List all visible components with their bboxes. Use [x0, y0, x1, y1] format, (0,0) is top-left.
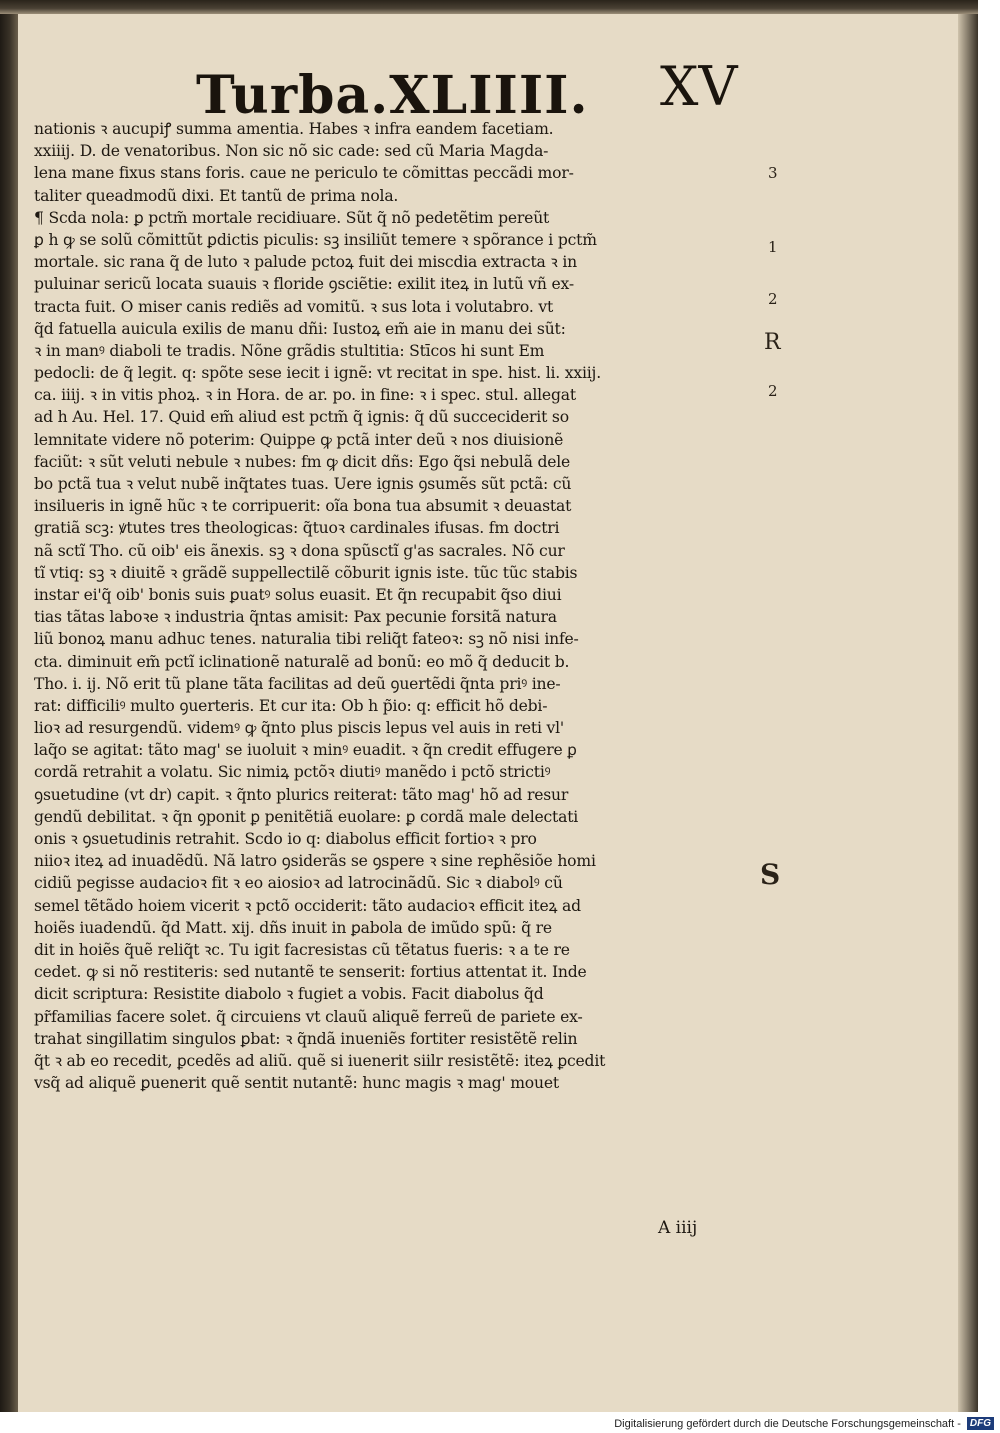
text-line: tracta fuit. O miser canis rediẽs ad vomitũ. ꝛ sus lota i volutabro. vt: [34, 297, 554, 316]
text-line: nationis ꝛ aucupiꝭ summa amentia. Habes ꝛ infra eandem facetiam.: [34, 120, 554, 138]
margin-note: S: [760, 858, 781, 891]
text-line: ꝛ in manꝰ diaboli te tradis. Nõne grãdis stultitia: Stīcos hi sunt Em: [34, 341, 545, 360]
text-line: gendũ debilitat. ꝛ q̃n ꝯponit ꝑ penitẽtiã euolare: ꝑ cordã male delectati: [34, 807, 579, 826]
footer-credit: [0, 1414, 1000, 1433]
text-line: Tho. i. ij. Nõ erit tũ plane tãta facilitas ad deũ ꝯuertẽdi q̃nta priꝰ ine-: [34, 674, 561, 693]
text-line: gratiã scꝫ: ꝟtutes tres theologicas: q̃tuoꝛ cardinales ifusas. fm doctri: [34, 519, 560, 538]
text-line: faciũt: ꝛ sũt veluti nebule ꝛ nubes: fm ꝙ dicit dñs: Ego q̃si nebulã dele: [34, 452, 571, 471]
text-line: trahat singillatim singulos ꝑbat: ꝛ q̃ndã inueniẽs fortiter resistẽtẽ relin: [34, 1029, 578, 1048]
dfg-logo: DFG: [967, 1417, 994, 1430]
text-line: niioꝛ iteꝝ ad inuadẽdũ. Nã latro ꝯsiderãs se ꝯspere ꝛ sine reꝑhẽsiõe homi: [34, 852, 596, 871]
text-line: lemnitate videre nõ poterim: Quippe ꝙ pctã inter deũ ꝛ nos diuisionẽ: [34, 430, 564, 449]
text-line: vsq̃ ad aliquẽ ꝑuenerit quẽ sentit nutantẽ: hunc magis ꝛ mag' mouet: [34, 1074, 559, 1093]
text-line: hoiẽs iuadendũ. q̃d Matt. xij. dñs inuit in ꝑabola de imũdo spũ: q̃ re: [34, 918, 552, 937]
text-line: ad h Au. Hel. 17. Quid em̃ aliud est pctm̃ q̃ ignis: q̃ dũ succeciderit so: [34, 408, 569, 427]
text-line: ꝯsuetudine (vt dr) capit. ꝛ q̃nto plurics reiterat: tãto mag' hõ ad resur: [34, 785, 569, 804]
running-head: Turba.XLIIII.: [196, 65, 589, 126]
text-line: q̃d fatuella auicula exilis de manu dñi: Iustoꝝ em̃ aie in manu dei sũt:: [34, 319, 566, 338]
text-line: liũ bonoꝝ manu adhuc tenes. naturalia tibi reliq̃t fateoꝛ: sꝫ nõ nisi infe-: [34, 630, 579, 649]
text-line: ¶ Scda nola: ꝑ pctm̃ mortale recidiuare. Sũt q̃ nõ pedetẽtim pereũt: [34, 208, 550, 227]
text-line: taliter queadmodũ dixi. Et tantũ de prima nola.: [34, 186, 399, 205]
text-line: ꝑ h ꝙ se solũ cõmittũt ꝑdictis piculis: sꝫ insiliũt temere ꝛ spõrance i pctm̃: [34, 230, 597, 249]
page-edge-shadow: [958, 0, 978, 1412]
text-line: tĩ vtiq: sꝫ ꝛ diuitẽ ꝛ grãdẽ suppellectilẽ cõburit ignis iste. tũc tũc stabis: [34, 563, 578, 582]
text-line: insilueris in ignẽ hũc ꝛ te corripuerit: oĩa bona tua absumit ꝛ deuastat: [34, 497, 572, 516]
margin-note: 2: [768, 382, 778, 400]
text-line: dicit scriptura: Resistite diabolo ꝛ fugiet a vobis. Facit diabolus q̃d: [34, 985, 544, 1004]
body-text: [34, 118, 764, 1094]
text-line: puluinar sericũ locata suauis ꝛ floride ꝯsciẽtie: exilit iteꝝ in lutũ vñ ex-: [34, 275, 574, 294]
text-line: ca. iiij. ꝛ in vitis phoꝝ. ꝛ in Hora. de ar. po. in fine: ꝛ i spec. stul. allegat: [34, 386, 576, 405]
text-line: lena mane fixus stans foris. caue ne periculo te cõmittas peccãdi mor-: [34, 164, 574, 183]
folio-number: XV: [660, 55, 738, 118]
text-line: semel tẽtãdo hoiem vicerit ꝛ pctõ occiderit: tãto audacioꝛ efficit iteꝝ ad: [34, 896, 581, 915]
text-line: mortale. sic rana q̃ de luto ꝛ palude pctoꝝ fuit dei miscdia extracta ꝛ in: [34, 253, 577, 272]
text-line: pr̃familias facere solet. q̃ circuiens vt clauũ aliquẽ ferreũ de pariete ex-: [34, 1007, 583, 1026]
text-line: instar ei'q̃ oib' bonis suis ꝑuatꝰ solus euasit. Et q̃n recupabit q̃so diui: [34, 585, 562, 604]
text-line: dit in hoiẽs q̃uẽ reliq̃t ꝛc. Tu igit facresistas cũ tẽtatus fueris: ꝛ a te re: [34, 940, 570, 959]
margin-note: 1: [768, 238, 778, 256]
signature-mark: A iiij: [658, 1218, 698, 1238]
text-line: pedocli: de q̃ legit. q: spõte sese iecit i ignẽ: vt recitat in spe. hist. li. xxiij.: [34, 364, 601, 383]
margin-note: R: [764, 330, 781, 355]
text-line: tias tãtas laboꝛe ꝛ industria q̃ntas amisit: Pax pecunie forsitã natura: [34, 608, 557, 627]
text-line: cta. diminuit em̃ pctĩ iclinationẽ naturalẽ ad bonũ: eo mõ q̃ deducit b.: [34, 652, 570, 671]
text-line: xxiiij. D. de venatoribus. Non sic nõ sic cade: sed cũ Maria Magda-: [34, 142, 549, 161]
text-line: cedet. ꝙ si nõ restiteris: sed nutantẽ te senserit: fortius attentat it. Inde: [34, 963, 587, 982]
text-line: laq̃o se agitat: tãto mag' se iuoluit ꝛ minꝰ euadit. ꝛ q̃n credit effugere ꝑ: [34, 741, 577, 760]
text-line: cordã retrahit a volatu. Sic nimiꝝ pctõꝛ diutiꝰ manẽdo i pctõ strictiꝰ: [34, 763, 551, 782]
text-line: cidiũ pegisse audacioꝛ fit ꝛ eo aiosioꝛ ad latrocinãdũ. Sic ꝛ diabolꝰ cũ: [34, 874, 563, 893]
margin-note: 3: [768, 164, 778, 182]
text-line: nã sctĩ Tho. cũ oib' eis ãnexis. sꝫ ꝛ dona spũsctĩ g'as sacrales. Nõ cur: [34, 541, 565, 560]
text-line: rat: difficiliꝰ multo ꝯuerteris. Et cur ita: Ob h p̃io: q: efficit hõ debi-: [34, 696, 548, 715]
text-line: q̃t ꝛ ab eo recedit, ꝑcedẽs ad aliũ. quẽ si iuenerit siilr resistẽtẽ: iteꝝ ꝑcedit: [34, 1051, 606, 1070]
footer-credit-text: Digitalisierung gefördert durch die Deutsche Forschungsgemeinschaft -: [614, 1417, 961, 1430]
text-line: bo pctã tua ꝛ velut nubẽ inq̃tates tuas. Uere ignis ꝯsumẽs sũt pctã: cũ: [34, 475, 572, 493]
text-line: onis ꝛ ꝯsuetudinis retrahit. Scdo io q: diabolus efficit fortioꝛ ꝛ pro: [34, 830, 537, 848]
margin-note: 2: [768, 290, 778, 308]
text-line: lioꝛ ad resurgendũ. videmꝰ ꝙ q̃nto plus piscis lepus vel auis in reti vl': [34, 719, 564, 738]
